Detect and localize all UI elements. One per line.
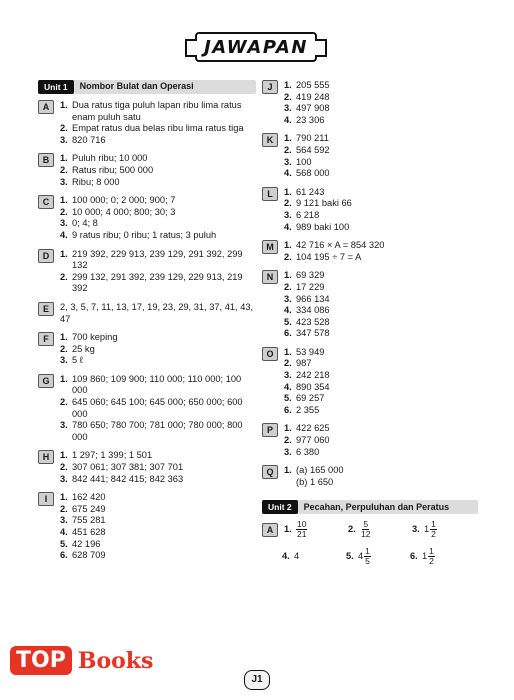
section-Q [262,465,478,488]
item-number: 2. [284,358,292,369]
item-text: 1 297; 1 399; 1 501 [72,450,153,461]
section-letter: O [262,347,278,361]
item-text: 820 716 [72,134,106,145]
item-number: 1. [60,195,68,206]
item-text: 645 060; 645 100; 645 000; 650 000; 600 000 [72,397,243,419]
item-number: 4. [282,551,290,562]
section-letter: Q [262,465,278,479]
section-items [60,374,256,444]
item-number: 2. [60,206,68,217]
answer-item [60,207,256,219]
answer-item [60,135,256,147]
answer-item [60,100,256,123]
item-number: 2. [284,251,292,262]
section-items [284,187,478,233]
item-number: 1. [60,492,68,503]
item-text: 109 860; 109 900; 110 000; 110 000; 100 000 [72,373,242,396]
item-number: 3. [284,446,292,457]
item-text: Dua ratus tiga puluh lapan ribu lima ratus enam puluh satu [72,100,242,122]
item-text: 9 121 baki 66 [296,198,352,209]
section-items [60,100,256,146]
section-letter: M [262,240,278,254]
item-text: 2 355 [296,404,320,415]
denominator: 2 [431,529,436,540]
section-letter: F [38,332,54,346]
section-N [262,270,478,340]
answer-item [284,305,478,317]
item-number: 4. [284,114,292,125]
item-text: 568 000 [296,168,330,179]
answer-item [284,145,478,157]
item-number: 2. [284,91,292,102]
answer-item [284,328,478,340]
answer-item [60,420,256,443]
item-number: 1. [284,465,292,476]
fraction-item [284,520,348,539]
section-items [60,492,256,562]
item-text: 842 441; 842 415; 842 363 [72,473,184,484]
item-text: 205 555 [296,80,330,90]
denominator: 2 [429,556,434,567]
item-text: Ratus ribu; 500 000 [72,164,154,175]
item-text: (a) 165 000 [296,465,344,476]
item-text: (b) 1 650 [296,476,334,487]
item-text: 6 380 [296,446,320,457]
item-number: 2. [60,164,68,175]
answer-item [284,423,478,435]
answer-item [284,382,478,394]
item-number: 2. [348,524,356,535]
section-items [60,302,256,325]
item-number: 2. [284,281,292,292]
item-text: 242 218 [296,370,330,381]
section-items [284,80,478,126]
item-text: 890 354 [296,381,330,392]
item-number: 4. [284,381,292,392]
page-number: J1 [244,670,270,690]
answer-item [284,370,478,382]
answer-item [284,358,478,370]
unit1-title: Nombor Bulat dan Operasi [79,81,194,92]
section-G [38,374,256,444]
fraction [360,520,371,539]
item-text: 23 306 [296,114,325,125]
item-text: Ribu; 8 000 [72,176,120,187]
item-text: 422 625 [296,423,330,434]
denominator: 5 [365,556,370,567]
answer-item [284,317,478,329]
item-number: 2. [60,503,68,514]
section-P [262,423,478,458]
answer-item [284,103,478,115]
section-C [38,195,256,241]
answer-item [284,294,478,306]
section-items [284,465,478,488]
item-text: 2, 3, 5, 7, 11, 13, 17, 19, 23, 29, 31, 37, 41, 43, 47 [60,301,254,324]
answer-item [60,123,256,135]
fraction-item [282,551,346,563]
section-items [60,153,256,188]
item-number: 1. [284,240,292,251]
item-text: 219 392, 229 913, 239 129, 291 392, 299 132 [72,248,243,271]
item-number: 5. [346,551,354,562]
answer-item [60,462,256,474]
item-number: 2. [60,123,68,134]
item-text: 162 420 [72,492,106,503]
item-number: 1. [284,524,292,535]
item-number: 3. [60,176,68,187]
whole-number: 4 [294,551,300,562]
item-number: 3. [60,218,68,229]
item-text: 42 716 × A = 854 320 [296,240,385,251]
fraction-item [412,520,476,539]
unit1-header [38,80,256,94]
item-text: 977 060 [296,435,330,446]
answer-item [60,539,256,551]
section-I [38,492,256,562]
item-number: 4. [284,221,292,232]
section-items [284,423,478,458]
section-A [38,100,256,146]
fraction [430,520,437,539]
section-letter: B [38,153,54,167]
item-text: 69 329 [296,270,325,281]
answer-item [60,177,256,189]
answer-item [60,397,256,420]
unit1-badge: Unit 1 [38,80,74,94]
section-B [38,153,256,188]
item-number: 3. [284,103,292,114]
answer-item [284,92,478,104]
fraction [428,547,435,566]
numerator: 10 [297,519,307,530]
item-text: 755 281 [72,515,106,526]
item-number: 6. [60,550,68,561]
item-text: 334 086 [296,305,330,316]
item-number: 3. [60,134,68,145]
item-number: 3. [60,473,68,484]
section-letter: G [38,374,54,388]
section-items [60,195,256,241]
item-number: 5. [284,316,292,327]
item-text: 419 248 [296,91,330,102]
item-number: 2. [284,144,292,155]
item-number: 2. [60,462,68,473]
numerator: 1 [429,546,434,557]
answer-item [60,504,256,516]
item-number: 6. [284,404,292,415]
item-text: 790 211 [296,133,329,144]
item-text: 9 ratus ribu; 0 ribu; 1 ratus; 3 puluh [72,229,217,240]
banner-title: JAWAPAN [204,36,308,58]
item-text: 987 [296,358,312,369]
answer-item [60,355,256,367]
left-column [38,80,256,569]
section-items [284,347,478,417]
item-text: 675 249 [72,503,106,514]
fraction-item [410,547,474,566]
numerator: 1 [431,519,436,530]
item-number: 1. [60,332,68,343]
item-number: 1. [284,186,292,197]
item-number: 3. [60,355,68,366]
item-number: 1. [60,450,68,461]
section-letter: H [38,450,54,464]
answer-item [284,282,478,294]
item-number: 3. [60,515,68,526]
banner-ribbon [195,32,317,62]
item-text: 25 kg [72,343,95,354]
section-items [284,270,478,340]
section-items [60,332,256,367]
answer-item [60,153,256,165]
item-text: Empat ratus dua belas ribu lima ratus tiga [72,123,244,134]
item-number: 1. [60,100,68,110]
item-number: 1. [284,133,292,144]
numerator: 1 [365,546,370,557]
item-number: 1. [284,423,292,434]
answer-item [284,240,478,252]
item-text: 10 000; 4 000; 800; 30; 3 [72,206,176,217]
answer-item [60,344,256,356]
item-text: 100 [296,156,312,167]
section-H [38,450,256,485]
jawapan-banner [186,30,326,64]
section-letter: C [38,195,54,209]
item-number: 2. [284,435,292,446]
item-text: 0; 4; 8 [72,218,98,229]
answer-item [60,218,256,230]
item-number: 6. [284,328,292,339]
answer-item [60,450,256,462]
item-text: 61 243 [296,186,325,197]
section-letter: A [38,100,54,114]
unit2-row-1 [262,520,478,539]
item-text: 497 908 [296,103,330,114]
item-text: 700 keping [72,332,118,343]
item-number: 2. [60,397,68,408]
item-number: 3. [412,524,420,535]
logo-books: Books [77,647,154,674]
section-D [38,249,256,295]
item-number: 3. [284,209,292,220]
item-number: 3. [284,370,292,381]
section-items [284,240,478,263]
section-letter: P [262,423,278,437]
item-text: 6 218 [296,209,320,220]
fraction-item [346,547,410,566]
item-text: 17 229 [296,281,325,292]
section-F [38,332,256,367]
right-column [262,80,478,574]
item-text: 53 949 [296,346,325,357]
answer-item [284,222,478,234]
section-items [284,133,478,179]
answer-item [60,165,256,177]
answer-item [60,374,256,397]
answer-item [60,515,256,527]
unit2-header [262,500,478,514]
answer-item [284,157,478,169]
answer-item [60,550,256,562]
item-text: 104 195 ÷ 7 = A [296,251,362,262]
section-letter: L [262,187,278,201]
answer-item [284,435,478,447]
numerator: 5 [363,519,369,530]
item-text: 347 578 [296,328,330,339]
whole-number: 4 [358,551,364,562]
item-text: 299 132, 291 392, 239 129, 229 913, 219 392 [72,271,243,294]
answer-item [284,252,478,264]
item-number: 4. [60,229,68,240]
section-E [38,302,256,325]
section-letter: D [38,249,54,263]
item-text: 989 baki 100 [296,221,350,232]
section-letter: N [262,270,278,284]
item-number: 5. [284,393,292,404]
denominator: 12 [361,529,371,540]
item-number: 1. [284,270,292,281]
answer-item [284,270,478,282]
answer-item [284,477,478,489]
answer-item [284,133,478,145]
section-letter: I [38,492,54,506]
item-text: 42 196 [72,538,101,549]
topbooks-logo [10,646,153,675]
item-text: 628 709 [72,550,106,561]
unit2-row-2 [262,547,478,566]
fraction [364,547,371,566]
section-letter: E [38,302,54,316]
fraction [296,520,307,539]
item-number: 3. [60,420,68,431]
section-M [262,240,478,263]
item-number [284,477,296,489]
item-text: 780 650; 780 700; 781 000; 780 000; 800 000 [72,420,243,442]
answer-item [284,393,478,405]
answer-item [60,527,256,539]
whole-number: 1 [422,551,428,562]
item-number: 1. [60,373,68,384]
item-number: 3. [284,293,292,304]
answer-item [284,198,478,210]
answer-item [284,80,478,92]
section-L [262,187,478,233]
section-O [262,347,478,417]
item-text: 423 528 [296,316,330,327]
answer-item [60,195,256,207]
answer-item [284,465,478,477]
item-text: 307 061; 307 381; 307 701 [72,462,184,473]
item-number: 4. [284,305,292,316]
item-number: 4. [60,527,68,537]
item-number: 2. [60,343,68,354]
answer-item [60,332,256,344]
item-number: 6. [410,551,418,562]
answer-item [60,272,256,295]
answer-item [60,492,256,504]
section-items [60,249,256,295]
section-letter: J [262,80,278,94]
answer-item [60,474,256,486]
unit2-title: Pecahan, Perpuluhan dan Peratus [303,501,450,512]
logo-top: TOP [10,646,72,675]
answer-item [284,168,478,180]
section-K [262,133,478,179]
answer-item [284,447,478,459]
item-text: Puluh ribu; 10 000 [72,153,148,164]
item-text: 69 257 [296,393,325,404]
unit2-badge: Unit 2 [262,500,298,514]
answer-item [284,187,478,199]
item-text: 100 000; 0; 2 000; 900; 7 [72,195,176,206]
answer-item [60,249,256,272]
item-text: 451 628 [72,527,106,537]
fraction-item [348,520,412,539]
section-letter: K [262,133,278,147]
item-number: 2. [284,198,292,209]
section-J [262,80,478,126]
section-letter: A [262,523,278,537]
item-text: 966 134 [296,293,330,304]
answer-item [284,347,478,359]
answer-item [284,210,478,222]
item-number: 2. [60,271,68,282]
whole-number: 1 [424,524,430,535]
item-number: 3. [284,156,292,167]
item-text: 564 592 [296,144,330,155]
item-text: 5 ℓ [72,355,83,366]
item-number: 1. [60,248,68,259]
item-number: 1. [60,153,68,164]
item-number: 1. [284,80,292,90]
item-number: 1. [284,346,292,357]
answer-item [284,115,478,127]
item-number: 4. [284,168,292,179]
item-number: 5. [60,538,68,549]
denominator: 21 [297,529,307,540]
answer-item [284,405,478,417]
section-items [60,450,256,485]
answer-item [60,230,256,242]
